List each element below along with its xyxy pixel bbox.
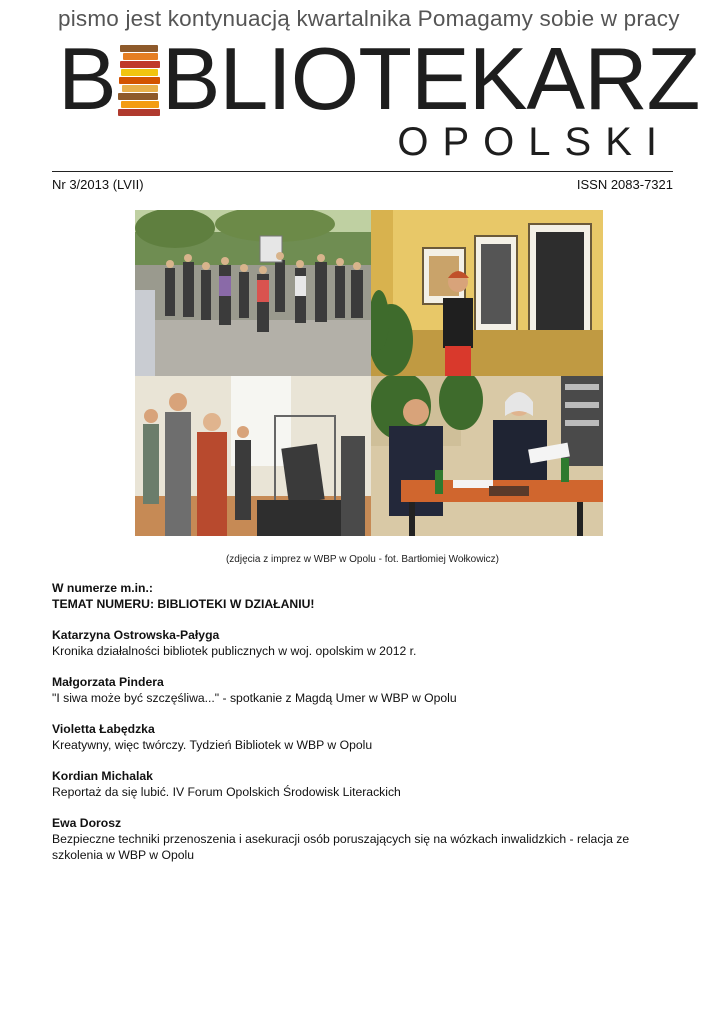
entry-author: Kordian Michalak [52,769,153,783]
book-stack-icon [118,42,160,116]
entry-title: "I siwa może być szczęśliwa..." - spotkanie z Magdą Umer w WBP w Opolu [52,691,457,705]
issue-number: Nr 3/2013 (LVII) [52,177,144,192]
list-item [52,768,652,800]
photo-speaker-gallery [371,210,603,376]
entry-author: Katarzyna Ostrowska-Pałyga [52,628,220,642]
entry-title: Kreatywny, więc twórczy. Tydzień Bibliotek w WBP w Opolu [52,738,373,752]
header-divider [52,171,673,172]
tagline: pismo jest kontynuacją kwartalnika Pomagamy sobie w pracy [58,6,680,31]
photo-panel-discussion [371,376,603,536]
masthead-subtitle: OPOLSKI [397,120,671,164]
entry-title: Kronika działalności bibliotek publicznych w woj. opolskim w 2012 r. [52,644,417,658]
masthead-first-letter: B [58,29,116,128]
photo-outdoor-crowd [135,210,371,376]
issue-info [52,177,673,192]
entry-author: Violetta Łabędzka [52,722,155,736]
entry-title: Reportaż da się lubić. IV Forum Opolskich Środowisk Literackich [52,785,401,799]
list-item [52,721,652,753]
table-of-contents [52,580,652,863]
photo-exhibition-visitors [135,376,371,536]
list-item [52,627,652,659]
contents-intro: W numerze m.in.: [52,581,153,595]
issue-theme: TEMAT NUMERU: BIBLIOTEKI W DZIAŁANIU! [52,597,315,611]
masthead-title: BLIOTEKARZ [161,29,700,128]
masthead-logo [58,29,700,128]
issn: ISSN 2083-7321 [576,177,673,192]
photo-caption: (zdjęcia z imprez w WBP w Opolu - fot. Bartłomiej Wołkowicz) [225,554,500,565]
entry-title: Bezpieczne techniki przenoszenia i asekuracji osób poruszających się na wózkach inwalidzkich - relacja ze szkolenia w WBP w Opolu [52,832,630,862]
list-item [52,674,652,706]
entry-author: Małgorzata Pindera [52,675,164,689]
list-item [52,815,652,863]
photo-collage [135,210,603,536]
entry-author: Ewa Dorosz [52,816,122,830]
